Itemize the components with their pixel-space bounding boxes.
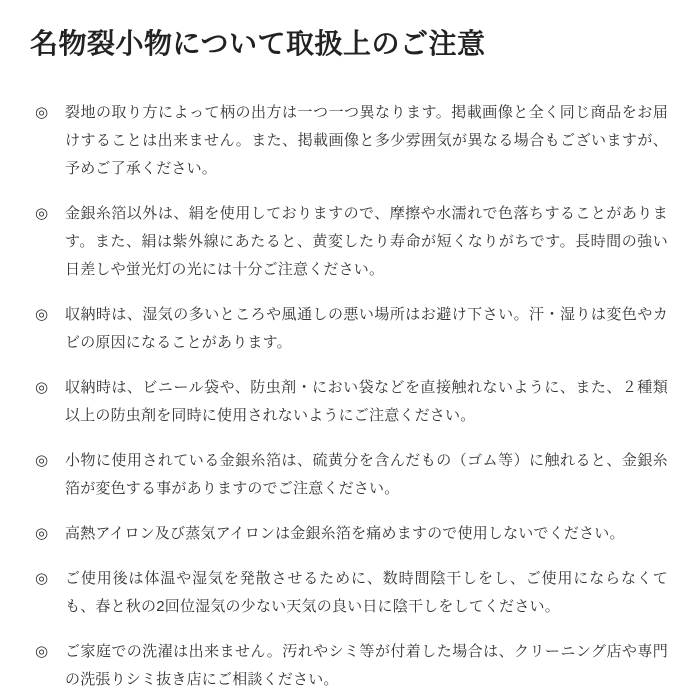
notice-text: 裂地の取り方によって柄の出方は一つ一つ異なります。掲載画像と全く同じ商品をお届けすることは出来ません。また、掲載画像と多少雰囲気が異なる場合もございますが、予めご了承ください。 xyxy=(65,103,668,177)
notice-item xyxy=(30,200,668,284)
double-circle-bullet-icon: ◎ xyxy=(35,524,49,542)
notice-text: 収納時は、ビニール袋や、防虫剤・におい袋などを直接触れないように、また、２種類以上の防虫剤を同時に使用されないようにご注意ください。 xyxy=(65,378,668,424)
notice-item xyxy=(30,99,668,183)
notice-item xyxy=(30,520,668,548)
notice-text: 金銀糸箔以外は、絹を使用しておりますので、摩擦や水濡れで色落ちすることがあります。また、絹は紫外線にあたると、黄変したり寿命が短くなりがちです。長時間の強い日差しや蛍光灯の光には十分ご注意ください。 xyxy=(65,204,668,278)
notice-list xyxy=(30,99,668,694)
double-circle-bullet-icon: ◎ xyxy=(35,103,49,121)
notice-item xyxy=(30,301,668,357)
notice-item xyxy=(30,638,668,694)
notice-item xyxy=(30,565,668,621)
page-title: 名物裂小物について取扱上のご注意 xyxy=(30,28,486,59)
double-circle-bullet-icon: ◎ xyxy=(35,642,49,660)
double-circle-bullet-icon: ◎ xyxy=(35,451,49,469)
notice-item xyxy=(30,447,668,503)
notice-text: 小物に使用されている金銀糸箔は、硫黄分を含んだもの（ゴム等）に触れると、金銀糸箔が変色する事がありますのでご注意ください。 xyxy=(65,451,668,497)
notice-text: 収納時は、湿気の多いところや風通しの悪い場所はお避け下さい。汗・湿りは変色やカビの原因になることがあります。 xyxy=(65,305,668,351)
notice-text: 高熱アイロン及び蒸気アイロンは金銀糸箔を痛めますので使用しないでください。 xyxy=(65,524,625,542)
double-circle-bullet-icon: ◎ xyxy=(35,305,49,323)
double-circle-bullet-icon: ◎ xyxy=(35,204,49,222)
double-circle-bullet-icon: ◎ xyxy=(35,378,49,396)
double-circle-bullet-icon: ◎ xyxy=(35,569,49,587)
notice-item xyxy=(30,374,668,430)
notice-text: ご使用後は体温や湿気を発散させるために、数時間陰干しをし、ご使用にならなくても、春と秋の2回位湿気の少ない天気の良い日に陰干しをしてください。 xyxy=(65,569,668,615)
notice-text: ご家庭での洗濯は出来ません。汚れやシミ等が付着した場合は、クリーニング店や専門の洗張りシミ抜き店にご相談ください。 xyxy=(65,642,668,688)
